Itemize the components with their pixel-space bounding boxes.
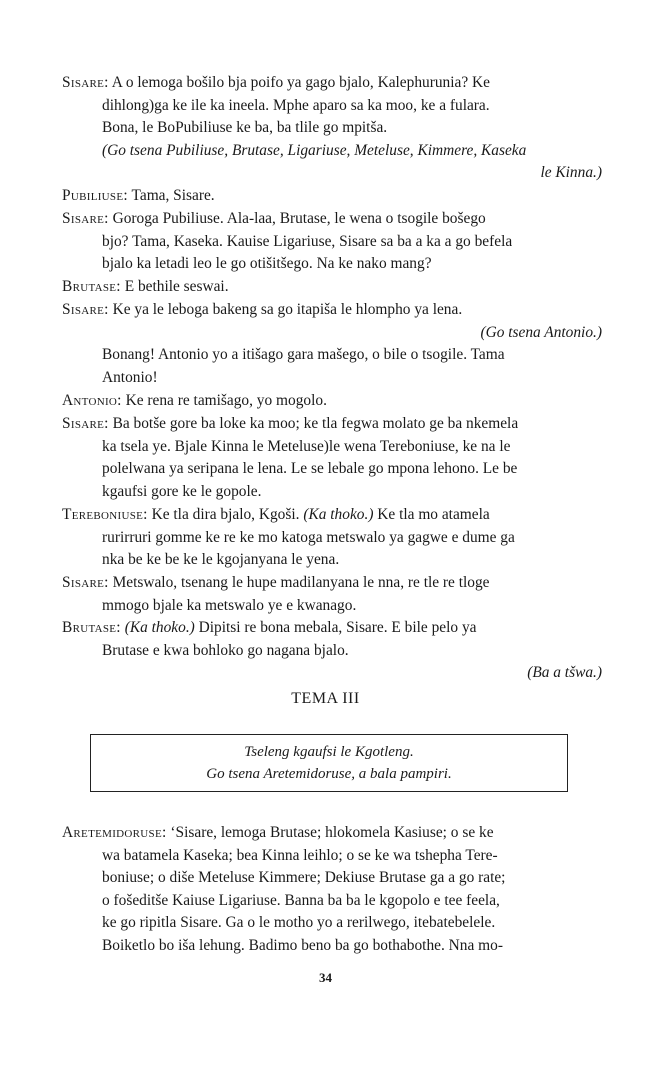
speech-line: E bethile seswai.	[124, 278, 229, 295]
speech-brutase-2	[62, 617, 602, 685]
speech-line: wa batamela Kaseka; bea Kinna leihlo; o se ke wa tshepha Tere-	[102, 846, 498, 864]
speech-line: Ba botše gore ba loke ka moo; ke tla fegwa molato ge ba nkemela	[112, 415, 519, 432]
scene-setting-line: Tseleng kgaufsi le Kgotleng.	[244, 744, 414, 760]
speech-line: bjalo ka letadi leo le go otišitšego. Na ke nako mang?	[102, 255, 432, 273]
speaker-name: Aretemidoruse:	[62, 824, 167, 841]
speech-line: Ke tla dira bjalo, Kgoši.	[151, 506, 304, 523]
speaker-name: Sisare:	[62, 210, 109, 227]
speech-sisare-4	[62, 413, 602, 503]
speech-brutase-1	[62, 276, 602, 299]
stage-direction: (Ka thoko.)	[303, 506, 374, 523]
speech-line: Ke ya le leboga bakeng sa go itapiša le hlompho ya lena.	[112, 301, 463, 318]
page-number: 34	[319, 970, 332, 985]
speech-line: nka be ke be ke le kgojanyana le yena.	[102, 551, 340, 569]
speech-line: ka tsela ye. Bjale Kinna le Meteluse)le wena Tereboniuse, ke na le	[102, 437, 511, 455]
speech-line: ‘Sisare, lemoga Brutase; hlokomela Kasiuse; o se ke	[170, 824, 494, 841]
stage-direction: (Ka thoko.)	[124, 619, 195, 636]
speaker-name: Sisare:	[62, 301, 109, 318]
stage-direction: (Go tsena Antonio.)	[480, 323, 602, 341]
speech-sisare-5	[62, 572, 602, 617]
speaker-name: Pubiliuse:	[62, 187, 128, 204]
speech-line: Dipitsi re bona mebala, Sisare. E bile pelo ya	[194, 619, 477, 636]
speech-line: o fošeditše Kaiuse Ligariuse. Banna ba ba le kgopolo e tee feela,	[102, 891, 500, 909]
speech-line: Boiketlo bo iša lehung. Badimo beno ba go bothabothe. Nna mo-	[102, 936, 503, 954]
scene-setting-box	[90, 734, 568, 792]
speech-sisare-1	[62, 72, 602, 185]
speech-pubiliuse	[62, 185, 602, 208]
speech-line: Bonang! Antonio yo a itišago gara mašego, o bile o tsogile. Tama	[102, 346, 505, 364]
speaker-name: Antonio:	[62, 392, 122, 409]
speech-sisare-2	[62, 208, 602, 276]
speech-line: rurirruri gomme ke re ke mo katoga metswalo ya gagwe e dume ga	[102, 528, 515, 546]
scene-setting-line: Go tsena Aretemidoruse, a bala pampiri.	[206, 766, 452, 782]
speech-line: polelwana ya seripana le lena. Le se lebale go mpona lehono. Le be	[102, 460, 518, 478]
speaker-name: Brutase:	[62, 619, 121, 636]
speech-sisare-3	[62, 299, 602, 389]
speaker-name: Tereboniuse:	[62, 506, 148, 523]
speech-line: kgaufsi gore ke le gopole.	[102, 482, 262, 500]
speech-line: dihlong)ga ke ile ka ineela. Mphe aparo sa ka moo, ke a fulara.	[102, 96, 490, 114]
speech-line: Goroga Pubiliuse. Ala-laa, Brutase, le wena o tsogile bošego	[112, 210, 486, 227]
speech-line: Ke tla mo atamela	[373, 506, 490, 523]
speaker-name: Sisare:	[62, 74, 109, 91]
speech-tereboniuse	[62, 504, 602, 572]
speech-line: Ke rena re tamišago, yo mogolo.	[125, 392, 327, 409]
speech-line: A o lemoga bošilo bja poifo ya gago bjalo, Kalephurunia? Ke	[111, 74, 490, 91]
stage-direction: (Ba a tšwa.)	[527, 664, 602, 682]
speech-line: Bona, le BoPubiliuse ke ba, ba tlile go mpitša.	[102, 119, 388, 137]
speech-line: Tama, Sisare.	[131, 187, 215, 204]
speaker-name: Brutase:	[62, 278, 121, 295]
speech-line: Metswalo, tsenang le hupe madilanyana le nna, re tle re tloge	[112, 574, 490, 591]
speech-line: ke go ripitla Sisare. Ga o le motho yo a rerilwego, itebatebelele.	[102, 914, 496, 932]
speech-antonio	[62, 390, 602, 413]
stage-direction: le Kinna.)	[540, 164, 602, 182]
speech-line: bjo? Tama, Kaseka. Kauise Ligariuse, Sisare sa ba a ka a go befela	[102, 232, 513, 250]
speech-line: boniuse; o diše Meteluse Kimmere; Dekiuse Brutase ga a go rate;	[102, 869, 506, 887]
speech-line: mmogo bjale ka metswalo ye e kwanago.	[102, 596, 357, 614]
speaker-name: Sisare:	[62, 574, 109, 591]
scene-heading: TEMA III	[291, 690, 360, 707]
speech-aretemidoruse	[62, 822, 602, 958]
speech-line: Antonio!	[102, 368, 158, 386]
stage-direction: (Go tsena Pubiliuse, Brutase, Ligariuse, Meteluse, Kimmere, Kaseka	[102, 141, 527, 159]
speaker-name: Sisare:	[62, 415, 109, 432]
speech-line: Brutase e kwa bohloko go nagana bjalo.	[102, 641, 349, 659]
